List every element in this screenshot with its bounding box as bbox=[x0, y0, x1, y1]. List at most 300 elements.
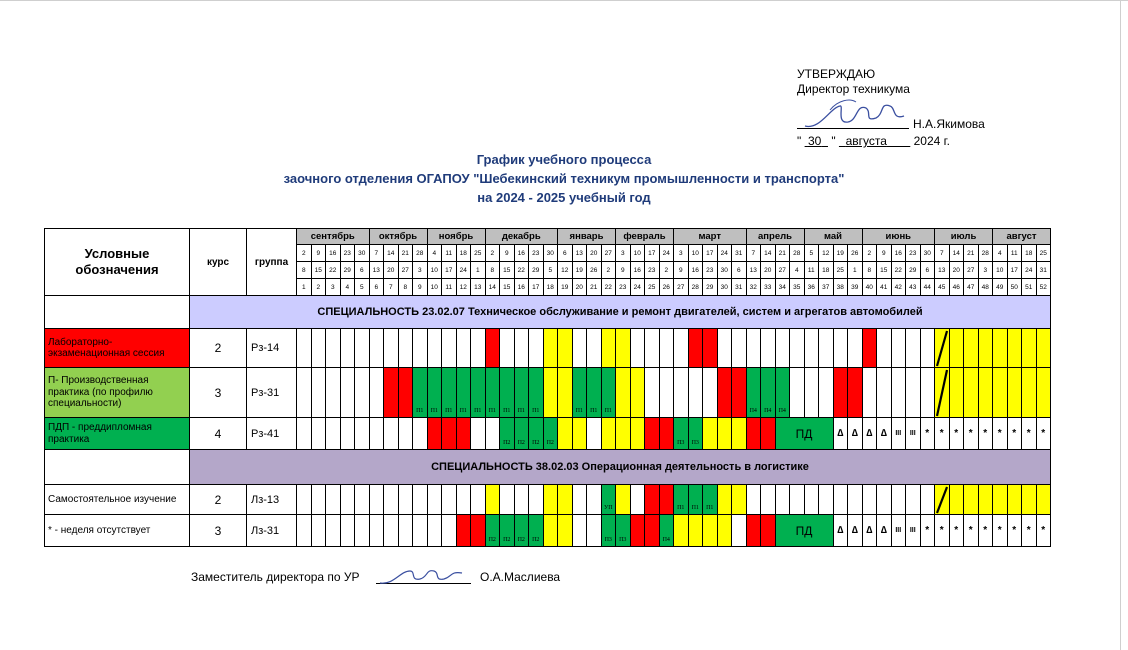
week-start-cell: 19 bbox=[833, 244, 849, 262]
specialty-1-banner: СПЕЦИАЛЬНОСТЬ 23.02.07 Техническое обслуживание и ремонт двигателей, систем и агрегатов автомобилей bbox=[189, 295, 1051, 329]
self-study-week-cell bbox=[557, 514, 573, 547]
week-start-cell: 3 bbox=[615, 244, 631, 262]
week-end-cell: 8 bbox=[485, 261, 501, 279]
session-week-cell bbox=[862, 328, 878, 368]
week-number-cell: 38 bbox=[833, 278, 849, 296]
week-cell bbox=[789, 484, 805, 515]
week-cell bbox=[311, 328, 327, 368]
week-cell bbox=[441, 484, 457, 515]
practice-week-cell: П1 bbox=[441, 367, 457, 418]
attestation-week-cell: * bbox=[949, 417, 965, 450]
session-week-cell bbox=[470, 514, 486, 547]
self-study-week-cell bbox=[702, 417, 718, 450]
practice-week-cell: П3 bbox=[688, 417, 704, 450]
self-study-week-cell bbox=[1021, 367, 1037, 418]
attestation-week-cell: * bbox=[1036, 417, 1052, 450]
week-number-cell: 34 bbox=[775, 278, 791, 296]
group-cell: Рз-41 bbox=[246, 417, 297, 450]
course-header-cell: курс bbox=[189, 228, 247, 296]
session-week-cell bbox=[644, 514, 660, 547]
legend-blank-cell bbox=[44, 449, 190, 485]
week-start-cell: 18 bbox=[1021, 244, 1037, 262]
week-cell bbox=[862, 367, 878, 418]
week-end-cell: 29 bbox=[340, 261, 356, 279]
week-start-cell: 4 bbox=[992, 244, 1008, 262]
week-start-cell: 31 bbox=[731, 244, 747, 262]
week-end-cell: 23 bbox=[702, 261, 718, 279]
attestation-week-cell: * bbox=[992, 514, 1008, 547]
attestation-week-cell: ∆ bbox=[876, 417, 892, 450]
self-study-week-cell bbox=[630, 367, 646, 418]
practice-week-cell: П2 bbox=[514, 417, 530, 450]
footer-deputy-title: Заместитель директора по УР bbox=[191, 570, 360, 584]
prediploma-practice-cell: ПД bbox=[775, 417, 834, 450]
week-start-cell: 2 bbox=[862, 244, 878, 262]
week-end-cell: 23 bbox=[644, 261, 660, 279]
practice-week-cell: П2 bbox=[499, 417, 515, 450]
week-end-cell: 30 bbox=[717, 261, 733, 279]
week-cell bbox=[354, 484, 370, 515]
attestation-week-cell: * bbox=[949, 514, 965, 547]
session-week-cell bbox=[630, 514, 646, 547]
week-number-cell: 50 bbox=[1007, 278, 1023, 296]
week-end-cell: 13 bbox=[369, 261, 385, 279]
self-study-week-cell bbox=[1036, 484, 1052, 515]
week-number-cell: 28 bbox=[688, 278, 704, 296]
session-week-cell bbox=[717, 367, 733, 418]
week-number-cell: 10 bbox=[427, 278, 443, 296]
week-end-cell: 24 bbox=[456, 261, 472, 279]
week-end-cell: 24 bbox=[1021, 261, 1037, 279]
self-study-week-cell bbox=[543, 328, 559, 368]
self-study-week-cell bbox=[963, 484, 979, 515]
group-cell: Рз-31 bbox=[246, 367, 297, 418]
session-week-cell bbox=[659, 417, 675, 450]
week-cell bbox=[731, 514, 747, 547]
practice-week-cell: П3 bbox=[615, 514, 631, 547]
approval-heading: УТВЕРЖДАЮ bbox=[797, 67, 876, 81]
week-cell bbox=[876, 328, 892, 368]
week-number-cell: 45 bbox=[934, 278, 950, 296]
attestation-week-cell: III bbox=[891, 417, 907, 450]
week-cell bbox=[818, 367, 834, 418]
week-cell bbox=[920, 484, 936, 515]
week-number-cell: 23 bbox=[615, 278, 631, 296]
self-study-week-cell bbox=[630, 417, 646, 450]
month-12: август bbox=[992, 228, 1051, 245]
self-study-week-cell bbox=[1007, 328, 1023, 368]
week-cell bbox=[847, 484, 863, 515]
group-cell: Лз-31 bbox=[246, 514, 297, 547]
week-cell bbox=[340, 328, 356, 368]
week-start-cell: 18 bbox=[456, 244, 472, 262]
week-number-cell: 43 bbox=[905, 278, 921, 296]
month-7: март bbox=[673, 228, 747, 245]
week-cell bbox=[311, 417, 327, 450]
month-1: сентябрь bbox=[296, 228, 370, 245]
week-start-cell: 7 bbox=[369, 244, 385, 262]
week-cell bbox=[441, 514, 457, 547]
week-cell bbox=[659, 367, 675, 418]
week-cell bbox=[325, 417, 341, 450]
practice-week-cell: П2 bbox=[514, 514, 530, 547]
practice-week-cell: П4 bbox=[659, 514, 675, 547]
month-2: октябрь bbox=[369, 228, 428, 245]
week-number-cell: 49 bbox=[992, 278, 1008, 296]
week-number-cell: 52 bbox=[1036, 278, 1052, 296]
month-6: февраль bbox=[615, 228, 674, 245]
week-start-cell: 27 bbox=[601, 244, 617, 262]
week-cell bbox=[862, 484, 878, 515]
week-number-cell: 29 bbox=[702, 278, 718, 296]
week-start-cell: 10 bbox=[630, 244, 646, 262]
attestation-week-cell: * bbox=[934, 417, 950, 450]
week-cell bbox=[499, 328, 515, 368]
week-number-cell: 24 bbox=[630, 278, 646, 296]
week-cell bbox=[731, 328, 747, 368]
attestation-week-cell: III bbox=[905, 514, 921, 547]
date-month-value: августа bbox=[845, 134, 887, 148]
practice-week-cell: П1 bbox=[673, 484, 689, 515]
week-cell bbox=[833, 328, 849, 368]
self-study-week-cell bbox=[1007, 367, 1023, 418]
self-study-week-cell bbox=[992, 367, 1008, 418]
week-end-cell: 22 bbox=[891, 261, 907, 279]
week-start-cell: 20 bbox=[586, 244, 602, 262]
week-cell bbox=[456, 328, 472, 368]
week-cell bbox=[818, 328, 834, 368]
week-cell bbox=[456, 484, 472, 515]
session-week-cell bbox=[383, 367, 399, 418]
practice-week-cell: П3 bbox=[673, 417, 689, 450]
week-cell bbox=[398, 484, 414, 515]
week-start-cell: 7 bbox=[746, 244, 762, 262]
week-start-cell: 17 bbox=[702, 244, 718, 262]
self-study-week-cell bbox=[963, 367, 979, 418]
attestation-week-cell: * bbox=[934, 514, 950, 547]
week-start-cell: 12 bbox=[818, 244, 834, 262]
group-header-cell: группа bbox=[246, 228, 297, 296]
week-cell bbox=[383, 417, 399, 450]
week-cell bbox=[818, 484, 834, 515]
week-cell bbox=[760, 328, 776, 368]
self-study-week-cell bbox=[717, 417, 733, 450]
week-cell bbox=[340, 367, 356, 418]
week-cell bbox=[369, 514, 385, 547]
week-number-cell: 30 bbox=[717, 278, 733, 296]
session-week-cell bbox=[746, 417, 762, 450]
week-cell bbox=[485, 417, 501, 450]
session-week-cell bbox=[760, 514, 776, 547]
week-cell bbox=[296, 417, 312, 450]
approval-block bbox=[797, 67, 910, 97]
week-cell bbox=[311, 367, 327, 418]
practice-week-cell: П4 bbox=[760, 367, 776, 418]
week-end-cell: 1 bbox=[470, 261, 486, 279]
week-number-cell: 16 bbox=[514, 278, 530, 296]
practice-week-cell: УП bbox=[601, 484, 617, 515]
week-end-cell: 15 bbox=[876, 261, 892, 279]
week-cell bbox=[383, 328, 399, 368]
week-end-cell: 17 bbox=[1007, 261, 1023, 279]
week-start-cell: 16 bbox=[514, 244, 530, 262]
footer-deputy-name: О.А.Маслиева bbox=[480, 570, 561, 584]
session-week-cell bbox=[644, 484, 660, 515]
month-10: июнь bbox=[862, 228, 936, 245]
approval-position: Директор техникума bbox=[797, 82, 910, 96]
group-cell: Рз-14 bbox=[246, 328, 297, 368]
week-cell bbox=[760, 484, 776, 515]
attestation-week-cell: ∆ bbox=[833, 514, 849, 547]
week-start-cell: 23 bbox=[905, 244, 921, 262]
week-cell bbox=[775, 484, 791, 515]
week-cell bbox=[296, 328, 312, 368]
self-study-week-cell bbox=[557, 367, 573, 418]
week-cell bbox=[296, 514, 312, 547]
month-4: декабрь bbox=[485, 228, 559, 245]
month-8: апрель bbox=[746, 228, 805, 245]
week-end-cell: 11 bbox=[804, 261, 820, 279]
week-number-cell: 51 bbox=[1021, 278, 1037, 296]
week-start-cell: 9 bbox=[499, 244, 515, 262]
week-cell bbox=[354, 514, 370, 547]
week-start-cell: 24 bbox=[717, 244, 733, 262]
week-cell bbox=[499, 484, 515, 515]
month-5: январь bbox=[557, 228, 616, 245]
self-study-week-cell bbox=[949, 484, 965, 515]
self-study-week-cell bbox=[949, 328, 965, 368]
week-cell bbox=[876, 484, 892, 515]
week-number-cell: 25 bbox=[644, 278, 660, 296]
week-cell bbox=[920, 367, 936, 418]
session-week-cell bbox=[847, 367, 863, 418]
week-start-cell: 28 bbox=[789, 244, 805, 262]
attestation-week-cell: * bbox=[978, 417, 994, 450]
week-start-cell: 4 bbox=[427, 244, 443, 262]
week-number-cell: 17 bbox=[528, 278, 544, 296]
practice-week-cell: П1 bbox=[514, 367, 530, 418]
week-end-cell: 9 bbox=[615, 261, 631, 279]
self-study-week-cell bbox=[543, 367, 559, 418]
week-cell bbox=[746, 484, 762, 515]
attestation-week-cell: * bbox=[963, 417, 979, 450]
week-start-cell: 21 bbox=[398, 244, 414, 262]
practice-week-cell: П2 bbox=[528, 514, 544, 547]
attestation-week-cell: * bbox=[1007, 417, 1023, 450]
week-number-cell: 8 bbox=[398, 278, 414, 296]
week-cell bbox=[427, 514, 443, 547]
week-number-cell: 48 bbox=[978, 278, 994, 296]
attestation-week-cell: * bbox=[978, 514, 994, 547]
week-cell bbox=[412, 514, 428, 547]
course-cell: 4 bbox=[189, 417, 247, 450]
week-number-cell: 35 bbox=[789, 278, 805, 296]
self-study-week-cell bbox=[978, 484, 994, 515]
week-cell bbox=[325, 328, 341, 368]
week-cell bbox=[586, 484, 602, 515]
week-number-cell: 3 bbox=[325, 278, 341, 296]
self-study-week-cell bbox=[731, 484, 747, 515]
week-number-cell: 27 bbox=[673, 278, 689, 296]
self-study-week-cell bbox=[1007, 484, 1023, 515]
week-start-cell: 13 bbox=[572, 244, 588, 262]
week-end-cell: 22 bbox=[514, 261, 530, 279]
practice-week-cell: П4 bbox=[746, 367, 762, 418]
week-cell bbox=[833, 484, 849, 515]
week-cell bbox=[688, 367, 704, 418]
week-cell bbox=[354, 328, 370, 368]
legend-item-2: П- Производственная практика (по профилю специальности) bbox=[44, 367, 190, 418]
week-end-cell: 25 bbox=[833, 261, 849, 279]
self-study-week-cell bbox=[992, 484, 1008, 515]
practice-week-cell: П2 bbox=[485, 514, 501, 547]
week-start-cell: 9 bbox=[311, 244, 327, 262]
self-study-week-cell bbox=[1036, 367, 1052, 418]
practice-week-cell: П1 bbox=[485, 367, 501, 418]
week-start-cell: 21 bbox=[775, 244, 791, 262]
date-year: 2024 г. bbox=[913, 134, 950, 148]
week-start-cell: 30 bbox=[354, 244, 370, 262]
deputy-signature bbox=[376, 563, 471, 589]
week-cell bbox=[398, 514, 414, 547]
week-start-cell: 6 bbox=[557, 244, 573, 262]
practice-week-cell: П2 bbox=[528, 417, 544, 450]
self-study-week-cell bbox=[572, 417, 588, 450]
self-study-week-cell bbox=[702, 514, 718, 547]
week-start-cell: 28 bbox=[412, 244, 428, 262]
course-cell: 2 bbox=[189, 328, 247, 368]
week-start-cell: 23 bbox=[528, 244, 544, 262]
session-week-cell bbox=[644, 417, 660, 450]
week-cell bbox=[644, 367, 660, 418]
self-study-week-cell bbox=[1021, 484, 1037, 515]
document-year: на 2024 - 2025 учебный год bbox=[477, 190, 651, 205]
self-study-week-cell bbox=[992, 328, 1008, 368]
session-week-cell bbox=[760, 417, 776, 450]
week-number-cell: 39 bbox=[847, 278, 863, 296]
attestation-week-cell: * bbox=[920, 417, 936, 450]
transition-week-cell bbox=[934, 328, 950, 368]
week-number-cell: 32 bbox=[746, 278, 762, 296]
session-week-cell bbox=[427, 417, 443, 450]
week-number-cell: 42 bbox=[891, 278, 907, 296]
week-end-cell: 9 bbox=[673, 261, 689, 279]
course-cell: 3 bbox=[189, 367, 247, 418]
week-cell bbox=[412, 484, 428, 515]
week-cell bbox=[514, 328, 530, 368]
week-cell bbox=[369, 484, 385, 515]
week-cell bbox=[354, 367, 370, 418]
week-start-cell: 9 bbox=[876, 244, 892, 262]
practice-week-cell: П1 bbox=[601, 367, 617, 418]
session-week-cell bbox=[833, 367, 849, 418]
practice-week-cell: П1 bbox=[688, 484, 704, 515]
practice-week-cell: П1 bbox=[528, 367, 544, 418]
practice-week-cell: П1 bbox=[586, 367, 602, 418]
week-end-cell: 4 bbox=[789, 261, 805, 279]
week-cell bbox=[586, 417, 602, 450]
date-quote-close: " bbox=[831, 134, 836, 148]
week-end-cell: 31 bbox=[1036, 261, 1052, 279]
week-number-cell: 18 bbox=[543, 278, 559, 296]
week-cell bbox=[340, 484, 356, 515]
week-number-cell: 21 bbox=[586, 278, 602, 296]
week-number-cell: 41 bbox=[876, 278, 892, 296]
self-study-week-cell bbox=[688, 514, 704, 547]
self-study-week-cell bbox=[615, 417, 631, 450]
document-title: График учебного процесса bbox=[476, 152, 652, 167]
week-end-cell: 6 bbox=[731, 261, 747, 279]
month-3: ноябрь bbox=[427, 228, 486, 245]
week-cell bbox=[876, 367, 892, 418]
week-end-cell: 26 bbox=[586, 261, 602, 279]
attestation-week-cell: III bbox=[891, 514, 907, 547]
attestation-week-cell: * bbox=[963, 514, 979, 547]
practice-week-cell: П1 bbox=[412, 367, 428, 418]
legend-header-text: Условные обозначения bbox=[75, 246, 159, 277]
week-end-cell: 19 bbox=[572, 261, 588, 279]
practice-week-cell: П1 bbox=[470, 367, 486, 418]
week-cell bbox=[311, 484, 327, 515]
week-cell bbox=[369, 417, 385, 450]
week-start-cell: 25 bbox=[470, 244, 486, 262]
window-right-edge bbox=[1120, 0, 1121, 650]
attestation-week-cell: * bbox=[1007, 514, 1023, 547]
self-study-week-cell bbox=[615, 484, 631, 515]
week-start-cell: 2 bbox=[296, 244, 312, 262]
week-cell bbox=[470, 328, 486, 368]
week-cell bbox=[470, 417, 486, 450]
week-cell bbox=[775, 328, 791, 368]
week-number-cell: 19 bbox=[557, 278, 573, 296]
week-number-cell: 5 bbox=[354, 278, 370, 296]
week-end-cell: 5 bbox=[543, 261, 559, 279]
week-number-cell: 47 bbox=[963, 278, 979, 296]
week-cell bbox=[325, 514, 341, 547]
week-end-cell: 10 bbox=[427, 261, 443, 279]
week-start-cell: 21 bbox=[963, 244, 979, 262]
week-cell bbox=[354, 417, 370, 450]
self-study-week-cell bbox=[949, 367, 965, 418]
week-cell bbox=[572, 514, 588, 547]
week-cell bbox=[702, 367, 718, 418]
week-start-cell: 26 bbox=[847, 244, 863, 262]
week-cell bbox=[340, 514, 356, 547]
practice-week-cell: П4 bbox=[775, 367, 791, 418]
attestation-week-cell: ∆ bbox=[876, 514, 892, 547]
week-start-cell: 11 bbox=[441, 244, 457, 262]
week-number-cell: 36 bbox=[804, 278, 820, 296]
attestation-week-cell: ∆ bbox=[847, 417, 863, 450]
session-week-cell bbox=[731, 367, 747, 418]
month-9: май bbox=[804, 228, 863, 245]
week-number-cell: 2 bbox=[311, 278, 327, 296]
week-number-cell: 33 bbox=[760, 278, 776, 296]
session-week-cell bbox=[485, 328, 501, 368]
week-start-cell: 5 bbox=[804, 244, 820, 262]
approval-date bbox=[797, 134, 950, 148]
self-study-week-cell bbox=[717, 484, 733, 515]
self-study-week-cell bbox=[978, 328, 994, 368]
week-cell bbox=[528, 328, 544, 368]
legend-blank-cell bbox=[44, 295, 190, 329]
self-study-week-cell bbox=[543, 514, 559, 547]
date-day-value: 30 bbox=[807, 134, 822, 148]
week-cell bbox=[340, 417, 356, 450]
director-signature bbox=[800, 96, 910, 132]
week-number-cell: 31 bbox=[731, 278, 747, 296]
week-end-cell: 22 bbox=[325, 261, 341, 279]
